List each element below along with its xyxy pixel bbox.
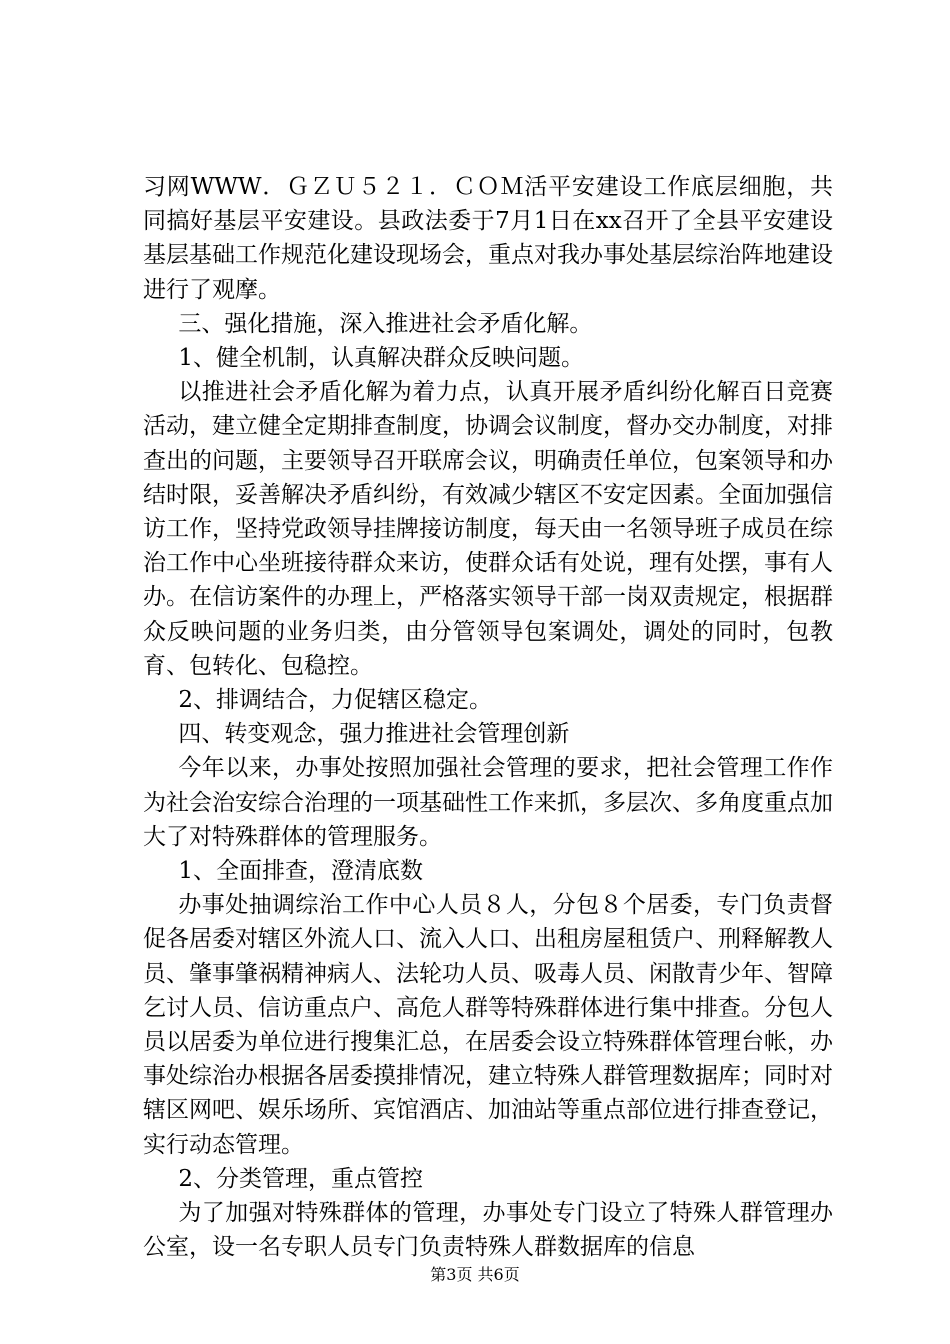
page-number-footer: 第3页 共6页 (430, 1265, 520, 1284)
paragraph-investigation: 办事处抽调综治工作中心人员８人，分包８个居委，专门负责督促各居委对辖区外流人口、流入人口、出租房屋租赁户、刑释解教人员、肇事肇祸精神病人、法轮功人员、吸毒人员、闲散青少年、智障乞讨人员、信访重点户、高危人群等特殊群体进行集中排查。分包人员以居委为单位进行搜集汇总，在居委会设立特殊群体管理台帐，办事处综治办根据各居委摸排情况，建立特殊人群管理数据库；同时对辖区网吧、娱乐场所、宾馆酒店、加油站等重点部位进行排查登记，实行动态管理。 (143, 892, 833, 1158)
subheading-3-2: 2、排调结合，力促辖区稳定。 (178, 687, 493, 714)
heading-section-3: 三、强化措施，深入推进社会矛盾化解。 (178, 310, 593, 337)
paragraph-conflict-resolution: 以推进社会矛盾化解为着力点，认真开展矛盾纠纷化解百日竞赛活动，建立健全定期排查制度，协调会议制度，督办交办制度，对排查出的问题，主要领导召开联席会议，明确责任单位，包案领导和办结时限，妥善解决矛盾纠纷，有效减少辖区不安定因素。全面加强信访工作，坚持党政领导挂牌接访制度，每天由一名领导班子成员在综治工作中心坐班接待群众来访，使群众话有处说，理有处摆，事有人办。在信访案件的办理上，严格落实领导干部一岗双责规定，根据群众反映问题的业务归类，由分管领导包案调处，调处的同时，包教育、包转化、包稳控。 (143, 379, 833, 679)
subheading-4-1: 1、全面排查，澄清底数 (178, 858, 424, 885)
subheading-4-2: 2、分类管理，重点管控 (178, 1165, 424, 1192)
paragraph-continuation: 习网WWW．ＧＺＵ５２１．ＣＯＭ活平安建设工作底层细胞，共同搞好基层平安建设。县政法委于7月1日在xx召开了全县平安建设基层基础工作规范化建设现场会，重点对我办事处基层综治阵地建设进行了观摩。 (143, 174, 833, 303)
paragraph-social-management: 今年以来，办事处按照加强社会管理的要求，把社会管理工作作为社会治安综合治理的一项基础性工作来抓，多层次、多角度重点加大了对特殊群体的管理服务。 (143, 755, 833, 850)
paragraph-special-groups: 为了加强对特殊群体的管理，办事处专门设立了特殊人群管理办公室，设一名专职人员专门负责特殊人群数据库的信息 (143, 1200, 833, 1261)
subheading-3-1: 1、健全机制，认真解决群众反映问题。 (178, 345, 585, 372)
heading-section-4: 四、转变观念，强力推进社会管理创新 (178, 721, 570, 748)
document-body (143, 170, 833, 1265)
